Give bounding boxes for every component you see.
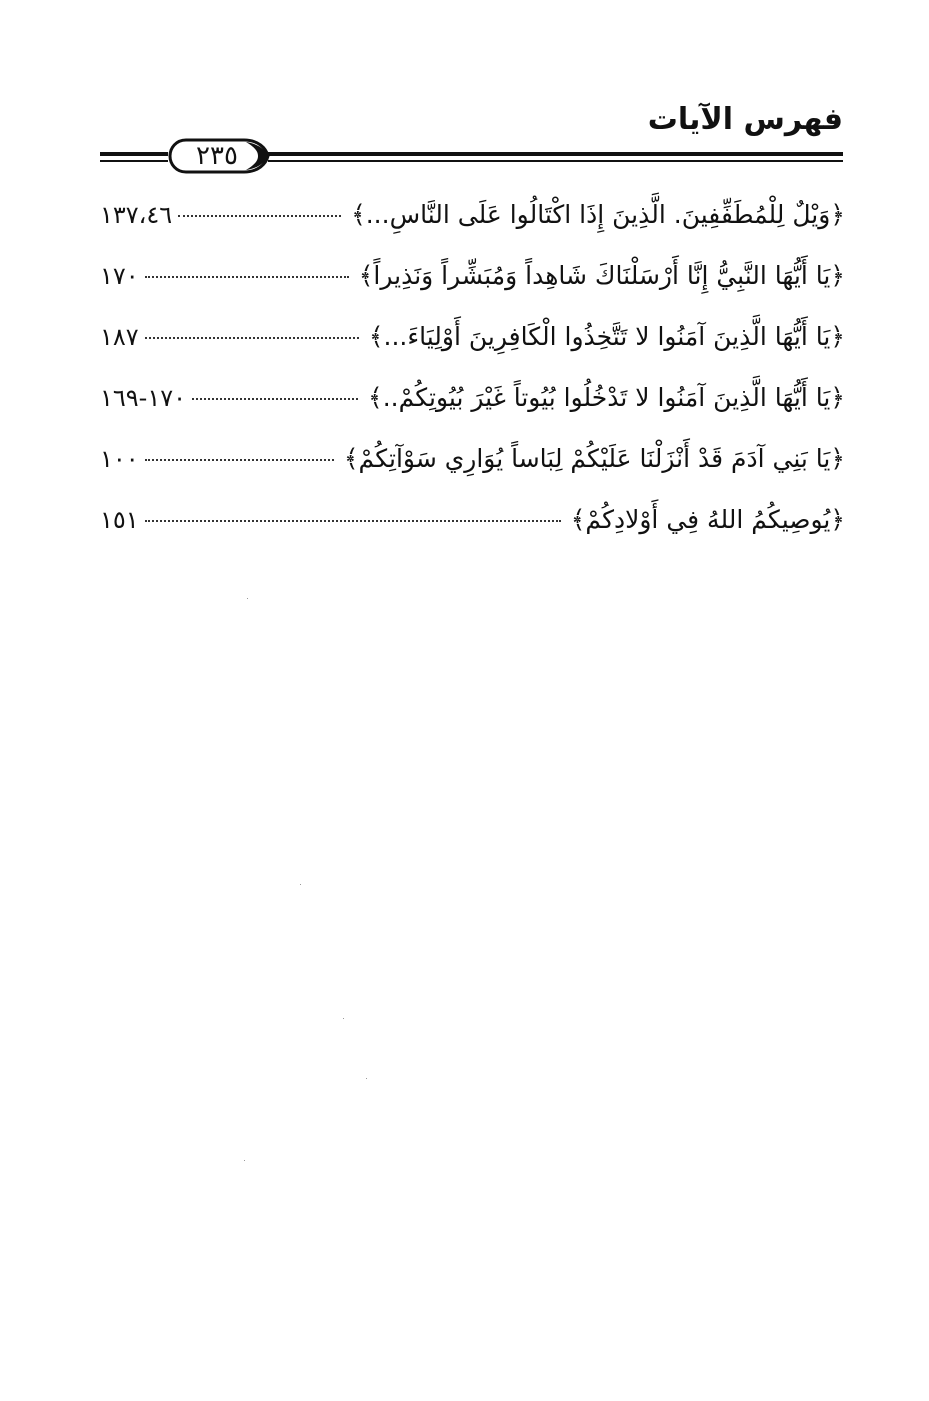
verse-text: ﴿يَا أَيُّهَا النَّبِيُّ إِنَّا أَرْسَلْنَاكَ شَاهِداً وَمُبَشِّراً وَنَذِيراً﴾ xyxy=(358,261,845,290)
scan-speck xyxy=(366,1078,367,1079)
header-rule-thick xyxy=(268,152,843,156)
verse-text: ﴿يُوصِيكُمُ اللهُ فِي أَوْلادِكُمْ﴾ xyxy=(570,505,845,534)
page-reference: ١٠٠ xyxy=(100,445,139,473)
dot-leader xyxy=(192,398,358,400)
dot-leader xyxy=(145,459,334,461)
dot-leader xyxy=(145,337,359,339)
verse-text: ﴿يَا بَنِي آدَمَ قَدْ أَنْزَلْنَا عَلَيْكُمْ لِبَاساً يُوَارِي سَوْآتِكُمْ﴾ xyxy=(343,444,845,473)
list-item xyxy=(100,200,845,261)
scan-speck xyxy=(244,1160,245,1161)
page-reference: ١٧٠ xyxy=(100,262,139,290)
header-rule-left-thin xyxy=(100,160,168,162)
page-number: ٢٣٥ xyxy=(196,141,238,171)
verse-text: ﴿يَا أَيُّهَا الَّذِينَ آمَنُوا لا تَدْخُلُوا بُيُوتاً غَيْرَ بُيُوتِكُمْ..﴾ xyxy=(368,383,845,412)
dot-leader xyxy=(145,276,349,278)
list-item xyxy=(100,383,845,444)
page-number-badge xyxy=(166,136,270,176)
dot-leader xyxy=(145,520,561,522)
page-reference: ١٧٠-١٦٩ xyxy=(100,384,187,412)
scan-speck xyxy=(343,1018,344,1019)
verse-text: ﴿وَيْلٌ لِلْمُطَفِّفِينَ. الَّذِينَ إِذَا اكْتَالُوا عَلَى النَّاسِ...﴾ xyxy=(351,200,845,229)
dot-leader xyxy=(178,215,341,217)
list-item xyxy=(100,505,845,566)
list-item xyxy=(100,322,845,383)
page-reference: ١٨٧ xyxy=(100,323,139,351)
verse-index-list xyxy=(100,200,845,566)
list-item xyxy=(100,261,845,322)
list-item xyxy=(100,444,845,505)
page-reference: ١٥١ xyxy=(100,506,139,534)
page-reference: ١٣٧،٤٦ xyxy=(100,201,173,229)
verse-text: ﴿يَا أَيُّهَا الَّذِينَ آمَنُوا لا تَتَّخِذُوا الْكَافِرِينَ أَوْلِيَاءَ...﴾ xyxy=(368,322,845,351)
header-rule-left-thick xyxy=(100,152,168,156)
scan-speck xyxy=(247,598,248,599)
page-title: فهرس الآيات xyxy=(647,102,843,137)
header-rule-thin xyxy=(268,160,843,162)
scan-speck xyxy=(300,884,301,885)
